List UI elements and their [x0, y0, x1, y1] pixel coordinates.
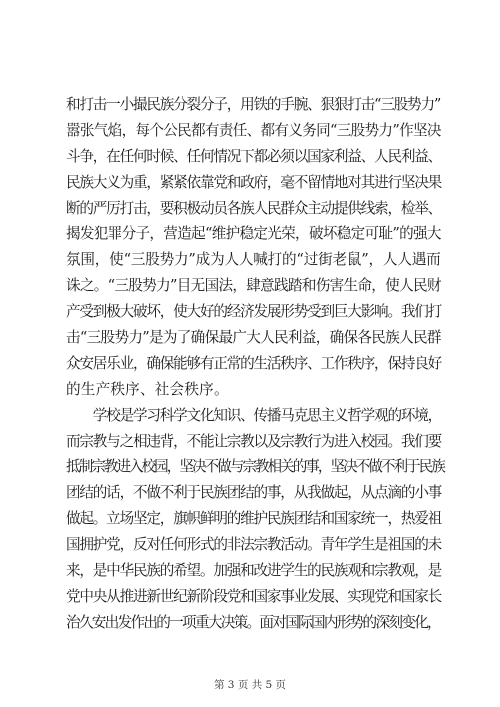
text-line: 治久安出发作出的一项重大决策。面对国际国内形势的深刻变化，	[66, 613, 440, 631]
text-line: 断的严厉打击，要积极动员各族人民群众主动提供线索，检举、	[66, 199, 442, 217]
text-line: 氛围，使“三股势力”成为人人喊打的“过街老鼠”，人人遇而	[66, 251, 441, 269]
page-footer	[0, 677, 500, 692]
text-line: 嚣张气焰，每个公民都有责任、都有义务同“三股势力”作坚决	[66, 121, 441, 139]
text-line: 民族大义为重，紧紧依靠党和政府，毫不留情地对其进行坚决果	[66, 173, 442, 191]
text-line: 国拥护党，反对任何形式的非法宗教活动。青年学生是祖国的未	[66, 536, 442, 554]
text-line: 党中央从推进新世纪新阶段党和国家事业发展、实现党和国家长	[66, 587, 442, 605]
body-text	[66, 92, 442, 636]
text-line: 的生产秩序、社会秩序。	[66, 380, 229, 398]
text-line: 诛之。“三股势力”目无国法，肆意践踏和伤害生命，使人民财	[66, 277, 441, 295]
text-line: 众安居乐业，确保能够有正常的生活秩序、工作秩序，保持良好	[66, 354, 442, 372]
text-line: 学校是学习科学文化知识、传播马克思主义哲学观的环境，	[66, 406, 442, 424]
text-line: 和打击一小撮民族分裂分子，用铁的手腕、狠狠打击“三股势力”	[66, 96, 441, 113]
page-number: 第 3 页 共 5 页	[213, 679, 287, 691]
text-line: 来，是中华民族的希望。加强和改进学生的民族观和宗教观，是	[66, 562, 442, 580]
text-line: 做起。立场坚定，旗帜鲜明的维护民族团结和国家统一，热爱祖	[66, 510, 442, 528]
text-line: 击“三股势力”是为了确保最广大人民利益，确保各民族人民群	[66, 329, 441, 347]
text-line: 斗争，在任何时候、任何情况下都必须以国家利益、人民利益、	[66, 147, 442, 165]
text-line: 产受到极大破坏，使大好的经济发展形势受到巨大影响。我们打	[66, 303, 442, 321]
text-line: 而宗教与之相违背，不能让宗教以及宗教行为进入校园。我们要	[66, 432, 442, 450]
text-line: 揭发犯罪分子，营造起“维护稳定光荣，破坏稳定可耻”的强大	[66, 225, 441, 243]
text-line: 抵制宗教进入校园，坚决不做与宗教相关的事，坚决不做不利于民族	[66, 458, 444, 476]
text-line: 团结的话，不做不利于民族团结的事，从我做起，从点滴的小事	[66, 484, 442, 502]
